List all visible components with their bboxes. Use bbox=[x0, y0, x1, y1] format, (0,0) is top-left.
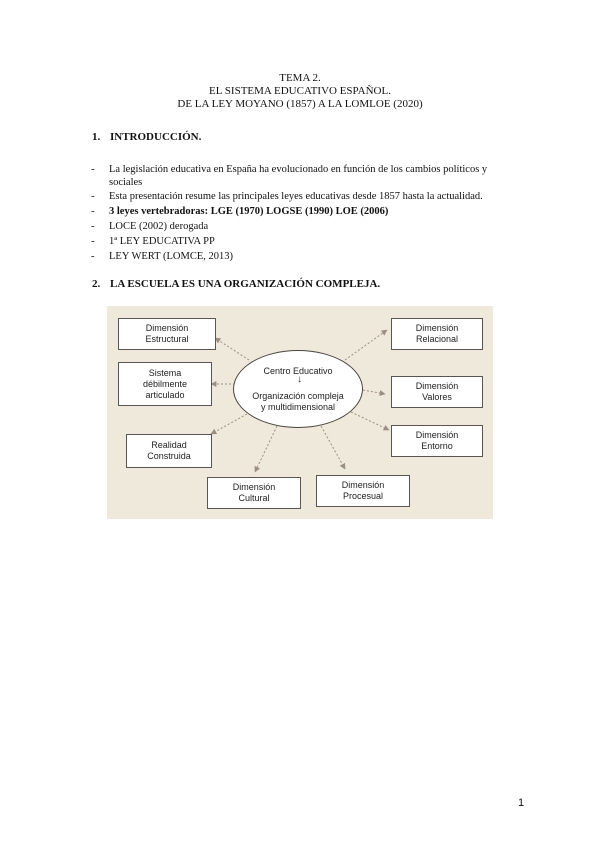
box-label-line: Dimensión bbox=[415, 430, 459, 440]
bullet-dash: - bbox=[91, 206, 95, 217]
box-label-line: Construida bbox=[147, 451, 191, 461]
list-item-text: LOCE (2002) derogada bbox=[109, 221, 209, 232]
box-label-line: Dimensión bbox=[415, 381, 459, 391]
arrow-to-procesual bbox=[321, 426, 345, 469]
box-label-line: débilmente bbox=[142, 378, 188, 389]
box-realidad-construida bbox=[126, 434, 212, 468]
bullet-dash: - bbox=[91, 236, 95, 247]
arrow-to-valores bbox=[363, 390, 385, 394]
box-dimension-procesual bbox=[316, 475, 410, 507]
box-label-line: Relacional bbox=[415, 334, 459, 344]
box-label-line: articulado bbox=[145, 389, 185, 400]
bullet-dash: - bbox=[91, 251, 95, 262]
arrow-to-estructural bbox=[215, 338, 249, 360]
doc-title-line-3: DE LA LEY MOYANO (1857) A LA LOMLOE (2020) bbox=[177, 98, 423, 110]
list-item-text: 1ª LEY EDUCATIVA PP bbox=[109, 236, 215, 247]
center-ellipse bbox=[233, 350, 363, 428]
section-2-number: 2. bbox=[92, 278, 101, 290]
box-label-line: Dimensión bbox=[341, 480, 385, 490]
box-label-line: Dimensión bbox=[415, 323, 459, 333]
section-1-heading bbox=[92, 131, 201, 143]
center-description-line-2: y multidimensional bbox=[260, 402, 336, 412]
section-1-title: INTRODUCCIÓN. bbox=[110, 131, 202, 143]
arrow-to-realidad bbox=[211, 414, 247, 434]
arrow-to-entorno bbox=[351, 412, 389, 430]
box-label-line: Entorno bbox=[421, 441, 453, 451]
box-label-line: Dimensión bbox=[232, 482, 276, 492]
bullet-dash: - bbox=[91, 221, 95, 232]
section-2-heading bbox=[92, 278, 380, 290]
list-item-text: 3 leyes vertebradoras: LGE (1970) LOGSE (1990) LOE (2006) bbox=[109, 206, 389, 217]
doc-title-line-1: TEMA 2. bbox=[279, 72, 321, 84]
list-item-text: LEY WERT (LOMCE, 2013) bbox=[109, 251, 233, 262]
center-description bbox=[234, 391, 362, 413]
arrow-to-relacional bbox=[345, 330, 387, 360]
box-dimension-valores bbox=[391, 376, 483, 408]
box-dimension-cultural bbox=[207, 477, 301, 509]
center-label: Centro Educativo bbox=[263, 366, 333, 376]
box-label-line: Procesual bbox=[342, 491, 384, 501]
organization-diagram bbox=[107, 306, 493, 519]
box-dimension-entorno bbox=[391, 425, 483, 457]
bullet-dash: - bbox=[91, 164, 95, 175]
box-label-line: Cultural bbox=[238, 493, 270, 503]
box-dimension-estructural bbox=[118, 318, 216, 350]
box-sistema-debilmente bbox=[118, 362, 212, 406]
down-arrow-icon: ↓ bbox=[297, 374, 302, 385]
list-item-text: La legislación educativa en España ha evolucionado en función de los cambios políticos y sociales bbox=[109, 164, 488, 188]
doc-title-line-2: EL SISTEMA EDUCATIVO ESPAÑOL. bbox=[209, 85, 391, 97]
section-2-title: LA ESCUELA ES UNA ORGANIZACIÓN COMPLEJA. bbox=[110, 278, 381, 290]
list-item-text: Esta presentación resume las principales leyes educativas desde 1857 hasta la actualidad. bbox=[109, 191, 483, 202]
box-label-line: Valores bbox=[422, 392, 452, 402]
center-description-line-1: Organización compleja bbox=[252, 391, 344, 401]
box-label-line: Sistema bbox=[148, 367, 182, 378]
box-label-line: Realidad bbox=[151, 440, 187, 450]
box-label-line: Dimensión bbox=[145, 323, 189, 333]
section-1-number: 1. bbox=[92, 131, 101, 143]
arrow-to-cultural bbox=[255, 426, 277, 472]
box-dimension-relacional bbox=[391, 318, 483, 350]
box-label-line: Estructural bbox=[145, 334, 189, 344]
bullet-dash: - bbox=[91, 191, 95, 202]
page-number: 1 bbox=[518, 797, 525, 809]
